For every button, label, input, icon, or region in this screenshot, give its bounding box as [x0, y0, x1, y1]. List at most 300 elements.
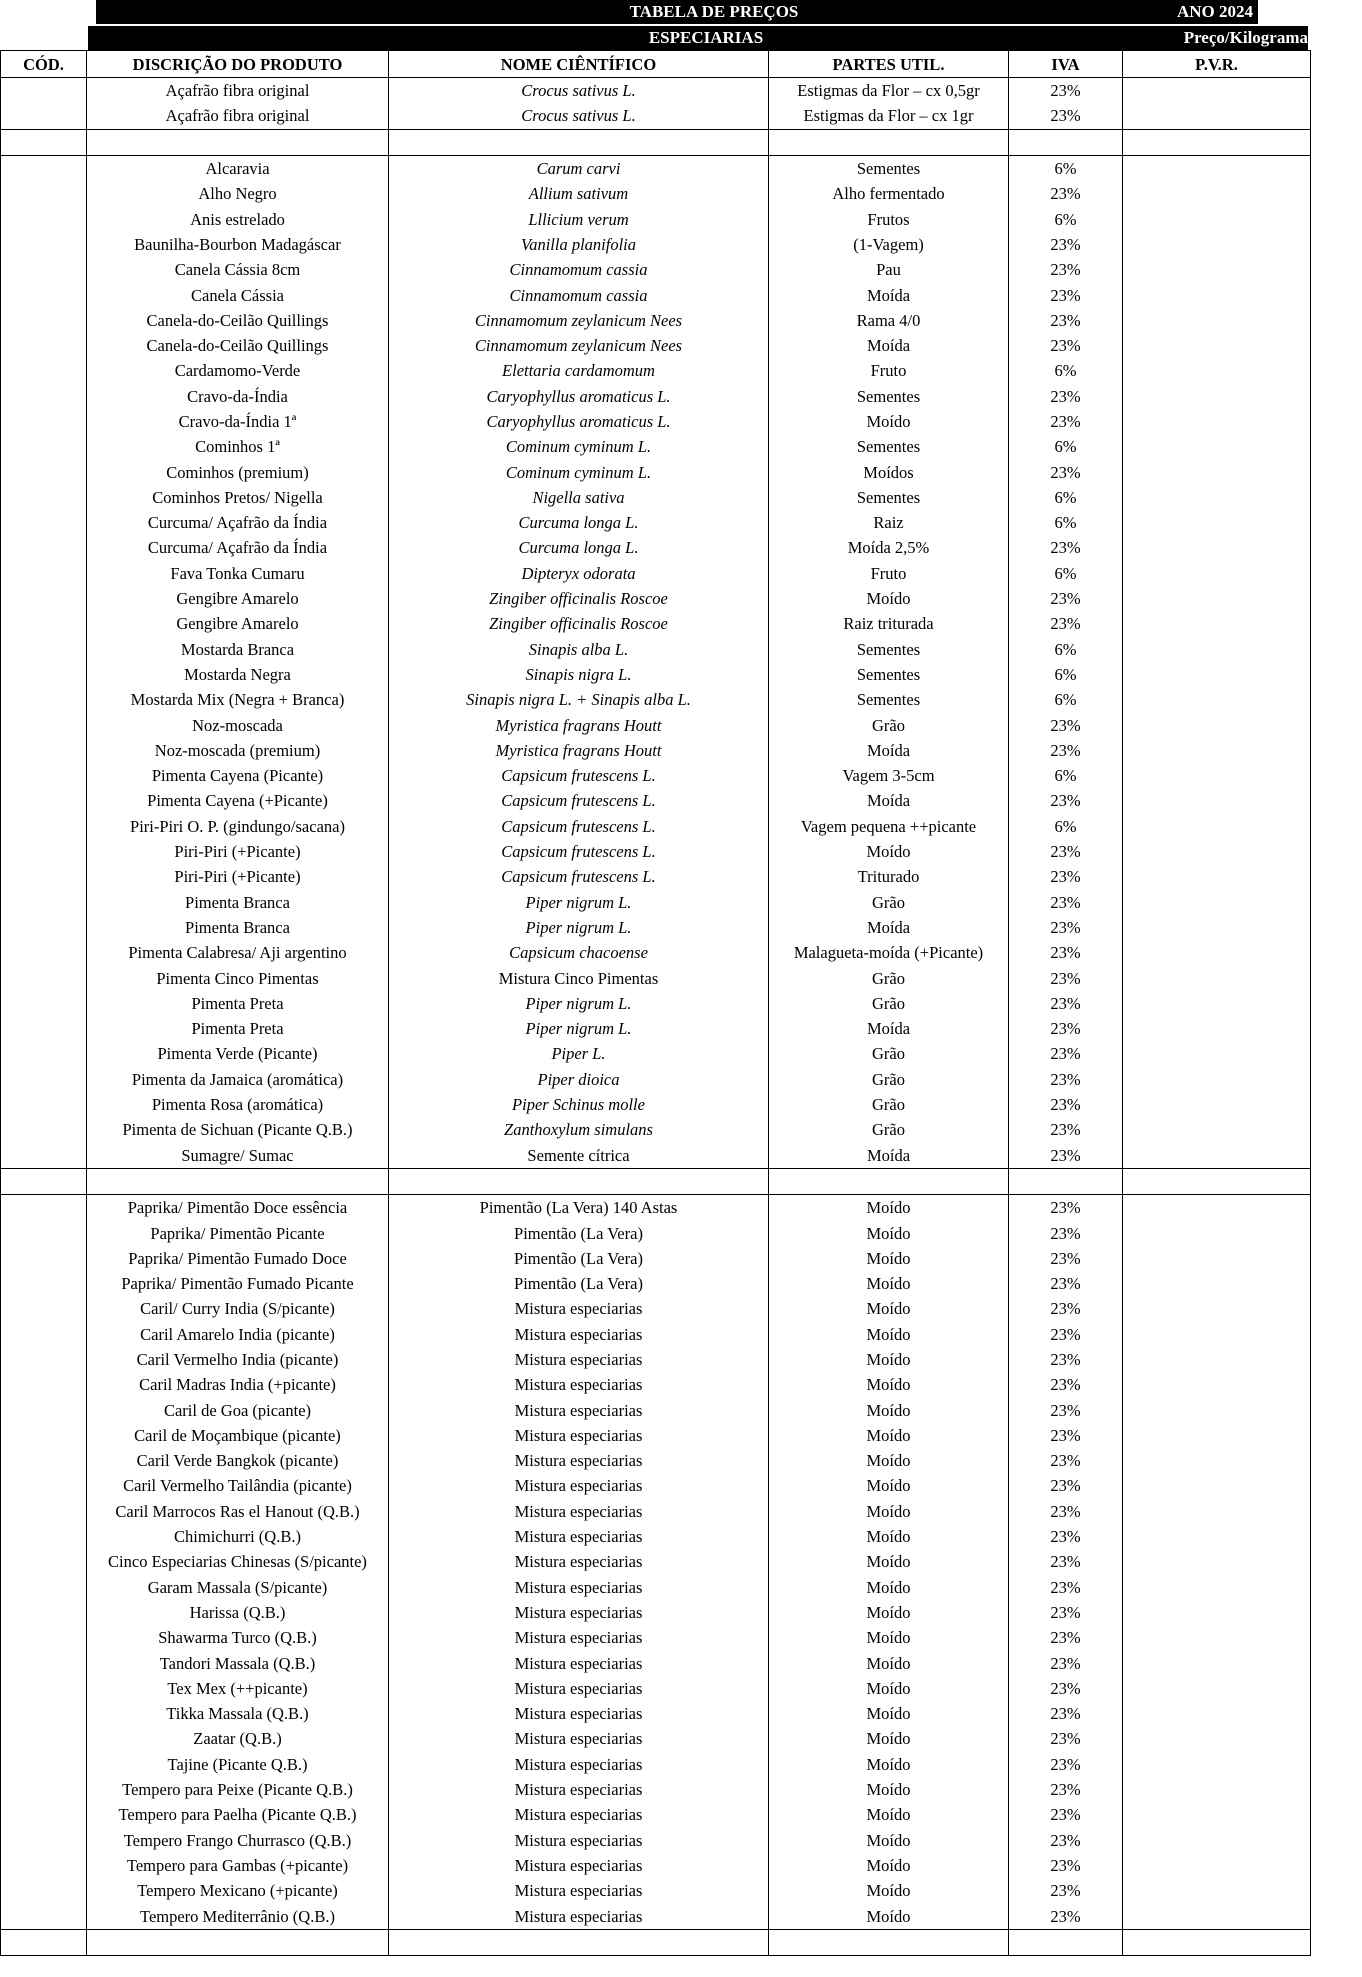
table-row	[1, 1220, 1311, 1245]
cell-iva: 23%	[1009, 1296, 1123, 1321]
cell-pvr	[1123, 1676, 1311, 1701]
col-header-iva: IVA	[1009, 51, 1123, 78]
cell-code	[1, 1878, 87, 1903]
table-row	[1, 1016, 1311, 1041]
col-header-parts: PARTES UTIL.	[769, 51, 1009, 78]
cell-code	[1, 738, 87, 763]
cell-code	[1, 1168, 87, 1194]
cell-parts: Moído	[769, 1347, 1009, 1372]
table-row	[1, 434, 1311, 459]
table-row	[1, 1296, 1311, 1321]
cell-parts: Moído	[769, 1827, 1009, 1852]
cell-scientific: Myristica fragrans Houtt	[389, 712, 769, 737]
cell-pvr	[1123, 103, 1311, 129]
cell-scientific: Caryophyllus aromaticus L.	[389, 384, 769, 409]
table-row	[1, 915, 1311, 940]
spacer-row	[1, 1929, 1311, 1955]
cell-code	[1, 1117, 87, 1142]
table-row	[1, 1853, 1311, 1878]
cell-pvr	[1123, 839, 1311, 864]
table-row	[1, 1423, 1311, 1448]
cell-scientific: Nigella sativa	[389, 485, 769, 510]
cell-product: Canela Cássia 8cm	[87, 257, 389, 282]
table-row	[1, 282, 1311, 307]
table-row	[1, 1397, 1311, 1422]
cell-code	[1, 1092, 87, 1117]
cell-parts: Moído	[769, 409, 1009, 434]
cell-pvr	[1123, 1473, 1311, 1498]
cell-iva: 23%	[1009, 308, 1123, 333]
cell-scientific: Piper nigrum L.	[389, 1016, 769, 1041]
cell-code	[1, 1016, 87, 1041]
table-row	[1, 1878, 1311, 1903]
cell-product: Paprika/ Pimentão Doce essência	[87, 1195, 389, 1221]
cell-scientific: Mistura especiarias	[389, 1802, 769, 1827]
cell-scientific: Mistura especiarias	[389, 1347, 769, 1372]
cell-product: Cominhos Pretos/ Nigella	[87, 485, 389, 510]
cell-parts: Moído	[769, 1423, 1009, 1448]
cell-product: Paprika/ Pimentão Fumado Doce	[87, 1246, 389, 1271]
cell-scientific: Mistura especiarias	[389, 1853, 769, 1878]
table-row	[1, 358, 1311, 383]
cell-scientific: Capsicum frutescens L.	[389, 814, 769, 839]
cell-iva: 23%	[1009, 459, 1123, 484]
cell-product: Piri-Piri (+Picante)	[87, 839, 389, 864]
cell-parts: Grão	[769, 1092, 1009, 1117]
cell-pvr	[1123, 434, 1311, 459]
table-row	[1, 1271, 1311, 1296]
cell-parts: Grão	[769, 1117, 1009, 1142]
cell-code	[1, 181, 87, 206]
table-row	[1, 788, 1311, 813]
cell-parts: Moída	[769, 738, 1009, 763]
cell-product: Curcuma/ Açafrão da Índia	[87, 510, 389, 535]
cell-pvr	[1123, 1296, 1311, 1321]
table-row	[1, 1752, 1311, 1777]
cell-product: Pimenta Verde (Picante)	[87, 1041, 389, 1066]
table-row	[1, 206, 1311, 231]
cell-iva: 6%	[1009, 662, 1123, 687]
cell-iva: 23%	[1009, 333, 1123, 358]
cell-pvr	[1123, 1600, 1311, 1625]
cell-product: Chimichurri (Q.B.)	[87, 1524, 389, 1549]
cell-scientific: Caryophyllus aromaticus L.	[389, 409, 769, 434]
cell-parts: Sementes	[769, 384, 1009, 409]
cell-scientific: Piper dioica	[389, 1067, 769, 1092]
cell-parts: Sementes	[769, 637, 1009, 662]
table-row	[1, 384, 1311, 409]
cell-scientific: Pimentão (La Vera) 140 Astas	[389, 1195, 769, 1221]
cell-iva	[1009, 129, 1123, 155]
cell-code	[1, 358, 87, 383]
cell-code	[1, 1575, 87, 1600]
table-row	[1, 485, 1311, 510]
cell-code	[1, 1372, 87, 1397]
cell-pvr	[1123, 940, 1311, 965]
cell-scientific	[389, 1929, 769, 1955]
cell-code	[1, 78, 87, 104]
cell-product: Tajine (Picante Q.B.)	[87, 1752, 389, 1777]
table-row	[1, 510, 1311, 535]
table-row	[1, 1347, 1311, 1372]
cell-pvr	[1123, 637, 1311, 662]
cell-pvr	[1123, 1853, 1311, 1878]
cell-code	[1, 257, 87, 282]
cell-scientific: Capsicum frutescens L.	[389, 864, 769, 889]
cell-pvr	[1123, 308, 1311, 333]
cell-iva	[1009, 1168, 1123, 1194]
cell-scientific: Mistura especiarias	[389, 1473, 769, 1498]
cell-pvr	[1123, 510, 1311, 535]
cell-pvr	[1123, 384, 1311, 409]
cell-product: Caril de Moçambique (picante)	[87, 1423, 389, 1448]
cell-product: Caril Marrocos Ras el Hanout (Q.B.)	[87, 1499, 389, 1524]
cell-iva: 23%	[1009, 915, 1123, 940]
cell-scientific: Cinnamomum cassia	[389, 282, 769, 307]
table-row	[1, 155, 1311, 181]
cell-scientific: Curcuma longa L.	[389, 535, 769, 560]
cell-code	[1, 1142, 87, 1168]
table-row	[1, 257, 1311, 282]
cell-pvr	[1123, 1726, 1311, 1751]
cell-scientific: Piper L.	[389, 1041, 769, 1066]
table-row	[1, 586, 1311, 611]
cell-parts: Moído	[769, 1322, 1009, 1347]
cell-pvr	[1123, 1271, 1311, 1296]
cell-product: Sumagre/ Sumac	[87, 1142, 389, 1168]
cell-iva: 23%	[1009, 1195, 1123, 1221]
table-row	[1, 1650, 1311, 1675]
cell-parts: Moído	[769, 1397, 1009, 1422]
cell-code	[1, 485, 87, 510]
cell-pvr	[1123, 1067, 1311, 1092]
cell-parts: Sementes	[769, 687, 1009, 712]
table-row	[1, 1524, 1311, 1549]
cell-code	[1, 991, 87, 1016]
cell-iva: 23%	[1009, 1600, 1123, 1625]
table-row	[1, 1499, 1311, 1524]
cell-pvr	[1123, 1041, 1311, 1066]
cell-pvr	[1123, 1752, 1311, 1777]
cell-iva: 23%	[1009, 1397, 1123, 1422]
cell-code	[1, 434, 87, 459]
cell-code	[1, 1322, 87, 1347]
cell-pvr	[1123, 78, 1311, 104]
cell-scientific: Mistura especiarias	[389, 1322, 769, 1347]
cell-pvr	[1123, 561, 1311, 586]
cell-scientific: Capsicum chacoense	[389, 940, 769, 965]
table-row	[1, 409, 1311, 434]
cell-product: Cravo-da-Índia	[87, 384, 389, 409]
cell-pvr	[1123, 915, 1311, 940]
cell-code	[1, 637, 87, 662]
table-row	[1, 308, 1311, 333]
cell-scientific: Mistura especiarias	[389, 1903, 769, 1929]
cell-code	[1, 1246, 87, 1271]
cell-iva: 6%	[1009, 814, 1123, 839]
cell-code	[1, 1827, 87, 1852]
cell-scientific: Cinnamomum zeylanicum Nees	[389, 333, 769, 358]
cell-parts: Moído	[769, 1372, 1009, 1397]
cell-iva: 23%	[1009, 1777, 1123, 1802]
cell-parts: Alho fermentado	[769, 181, 1009, 206]
table-row	[1, 1777, 1311, 1802]
cell-product: Zaatar (Q.B.)	[87, 1726, 389, 1751]
table-row	[1, 561, 1311, 586]
cell-code	[1, 333, 87, 358]
cell-scientific: Mistura Cinco Pimentas	[389, 965, 769, 990]
cell-parts: Grão	[769, 965, 1009, 990]
cell-scientific: Mistura especiarias	[389, 1878, 769, 1903]
cell-scientific: Mistura especiarias	[389, 1524, 769, 1549]
cell-scientific: Sinapis alba L.	[389, 637, 769, 662]
cell-code	[1, 1650, 87, 1675]
cell-scientific: Mistura especiarias	[389, 1549, 769, 1574]
cell-iva: 23%	[1009, 1271, 1123, 1296]
cell-pvr	[1123, 232, 1311, 257]
cell-iva: 6%	[1009, 637, 1123, 662]
table-row	[1, 814, 1311, 839]
table-row	[1, 965, 1311, 990]
cell-iva: 23%	[1009, 103, 1123, 129]
cell-iva: 23%	[1009, 1372, 1123, 1397]
cell-code	[1, 1752, 87, 1777]
cell-code	[1, 1903, 87, 1929]
cell-product: Tempero para Gambas (+picante)	[87, 1853, 389, 1878]
cell-pvr	[1123, 129, 1311, 155]
cell-code	[1, 1448, 87, 1473]
cell-code	[1, 206, 87, 231]
table-body	[1, 78, 1311, 1956]
cell-iva: 6%	[1009, 485, 1123, 510]
cell-pvr	[1123, 1195, 1311, 1221]
cell-parts: Moída	[769, 915, 1009, 940]
cell-scientific: Mistura especiarias	[389, 1499, 769, 1524]
cell-product: Noz-moscada (premium)	[87, 738, 389, 763]
cell-parts	[769, 129, 1009, 155]
cell-pvr	[1123, 1802, 1311, 1827]
cell-code	[1, 1524, 87, 1549]
cell-iva: 23%	[1009, 78, 1123, 104]
cell-code	[1, 1777, 87, 1802]
cell-code	[1, 282, 87, 307]
cell-iva: 23%	[1009, 611, 1123, 636]
cell-product: Curcuma/ Açafrão da Índia	[87, 535, 389, 560]
cell-pvr	[1123, 1524, 1311, 1549]
cell-iva: 23%	[1009, 1499, 1123, 1524]
cell-parts: Raiz	[769, 510, 1009, 535]
cell-pvr	[1123, 257, 1311, 282]
cell-iva: 6%	[1009, 434, 1123, 459]
cell-iva: 23%	[1009, 1092, 1123, 1117]
cell-parts: Triturado	[769, 864, 1009, 889]
cell-pvr	[1123, 763, 1311, 788]
cell-iva: 23%	[1009, 282, 1123, 307]
cell-iva: 6%	[1009, 687, 1123, 712]
cell-parts: Vagem pequena ++picante	[769, 814, 1009, 839]
cell-product: Gengibre Amarelo	[87, 611, 389, 636]
cell-parts: Moído	[769, 1499, 1009, 1524]
cell-scientific: Myristica fragrans Houtt	[389, 738, 769, 763]
cell-scientific: Mistura especiarias	[389, 1650, 769, 1675]
cell-pvr	[1123, 1142, 1311, 1168]
cell-pvr	[1123, 662, 1311, 687]
page-title: TABELA DE PREÇOS	[629, 2, 799, 21]
cell-parts: Sementes	[769, 155, 1009, 181]
cell-parts: Frutos	[769, 206, 1009, 231]
table-row	[1, 890, 1311, 915]
cell-iva: 23%	[1009, 1423, 1123, 1448]
cell-scientific: Zanthoxylum simulans	[389, 1117, 769, 1142]
cell-parts: Moído	[769, 1650, 1009, 1675]
cell-pvr	[1123, 1499, 1311, 1524]
cell-product: Alcaravia	[87, 155, 389, 181]
cell-pvr	[1123, 358, 1311, 383]
cell-parts: Fruto	[769, 561, 1009, 586]
cell-scientific: Mistura especiarias	[389, 1752, 769, 1777]
cell-scientific: Mistura especiarias	[389, 1600, 769, 1625]
cell-product: Baunilha-Bourbon Madagáscar	[87, 232, 389, 257]
cell-pvr	[1123, 1650, 1311, 1675]
cell-pvr	[1123, 1397, 1311, 1422]
cell-scientific: Dipteryx odorata	[389, 561, 769, 586]
table-row	[1, 940, 1311, 965]
col-header-product: DISCRIÇÃO DO PRODUTO	[87, 51, 389, 78]
cell-code	[1, 1549, 87, 1574]
cell-pvr	[1123, 864, 1311, 889]
cell-code	[1, 384, 87, 409]
cell-product: Tandori Massala (Q.B.)	[87, 1650, 389, 1675]
cell-parts: Moído	[769, 1701, 1009, 1726]
table-row	[1, 1246, 1311, 1271]
cell-product	[87, 1168, 389, 1194]
cell-product: Tempero Mexicano (+picante)	[87, 1878, 389, 1903]
cell-iva: 6%	[1009, 510, 1123, 535]
cell-product: Caril Verde Bangkok (picante)	[87, 1448, 389, 1473]
cell-code	[1, 1701, 87, 1726]
cell-iva: 23%	[1009, 257, 1123, 282]
cell-scientific: Carum carvi	[389, 155, 769, 181]
cell-parts: Moído	[769, 839, 1009, 864]
cell-iva: 23%	[1009, 1246, 1123, 1271]
cell-product: Tempero Frango Churrasco (Q.B.)	[87, 1827, 389, 1852]
cell-product: Pimenta Cinco Pimentas	[87, 965, 389, 990]
table-row	[1, 1575, 1311, 1600]
cell-parts: Moída	[769, 1142, 1009, 1168]
table-row	[1, 712, 1311, 737]
cell-code	[1, 1195, 87, 1221]
cell-iva: 23%	[1009, 1827, 1123, 1852]
cell-product: Fava Tonka Cumaru	[87, 561, 389, 586]
cell-pvr	[1123, 535, 1311, 560]
cell-code	[1, 1271, 87, 1296]
cell-scientific: Mistura especiarias	[389, 1423, 769, 1448]
table-row	[1, 333, 1311, 358]
col-header-code: CÓD.	[1, 51, 87, 78]
cell-iva: 23%	[1009, 940, 1123, 965]
table-row	[1, 78, 1311, 104]
cell-product: Anis estrelado	[87, 206, 389, 231]
cell-iva: 23%	[1009, 1220, 1123, 1245]
cell-product: Alho Negro	[87, 181, 389, 206]
cell-iva: 23%	[1009, 738, 1123, 763]
table-row	[1, 991, 1311, 1016]
cell-iva: 23%	[1009, 839, 1123, 864]
cell-pvr	[1123, 1092, 1311, 1117]
table-row	[1, 864, 1311, 889]
cell-code	[1, 1853, 87, 1878]
cell-parts: Moído	[769, 1549, 1009, 1574]
cell-product: Cinco Especiarias Chinesas (S/picante)	[87, 1549, 389, 1574]
cell-pvr	[1123, 206, 1311, 231]
cell-product: Caril Vermelho Tailândia (picante)	[87, 1473, 389, 1498]
cell-iva: 23%	[1009, 890, 1123, 915]
cell-iva	[1009, 1929, 1123, 1955]
cell-iva: 23%	[1009, 1347, 1123, 1372]
cell-pvr	[1123, 1929, 1311, 1955]
cell-code	[1, 1625, 87, 1650]
cell-scientific: Sinapis nigra L.	[389, 662, 769, 687]
title-bar	[96, 0, 1258, 24]
cell-iva: 23%	[1009, 1448, 1123, 1473]
cell-iva: 23%	[1009, 1802, 1123, 1827]
table-row	[1, 637, 1311, 662]
cell-scientific: Zingiber officinalis Roscoe	[389, 611, 769, 636]
cell-iva: 23%	[1009, 1473, 1123, 1498]
cell-parts: Estigmas da Flor – cx 0,5gr	[769, 78, 1009, 104]
cell-parts: Grão	[769, 1067, 1009, 1092]
table-row	[1, 103, 1311, 129]
cell-code	[1, 409, 87, 434]
table-row	[1, 1448, 1311, 1473]
cell-parts: Moído	[769, 1524, 1009, 1549]
cell-pvr	[1123, 282, 1311, 307]
cell-pvr	[1123, 890, 1311, 915]
cell-iva: 23%	[1009, 1701, 1123, 1726]
cell-pvr	[1123, 788, 1311, 813]
cell-pvr	[1123, 333, 1311, 358]
cell-product: Pimenta Branca	[87, 915, 389, 940]
cell-pvr	[1123, 1423, 1311, 1448]
cell-product: Pimenta Preta	[87, 991, 389, 1016]
cell-pvr	[1123, 1878, 1311, 1903]
cell-pvr	[1123, 1322, 1311, 1347]
cell-code	[1, 915, 87, 940]
cell-product: Mostarda Negra	[87, 662, 389, 687]
cell-iva: 23%	[1009, 1650, 1123, 1675]
cell-pvr	[1123, 1448, 1311, 1473]
cell-iva: 23%	[1009, 586, 1123, 611]
spacer-row	[1, 129, 1311, 155]
cell-parts: Sementes	[769, 662, 1009, 687]
cell-product: Mostarda Mix (Negra + Branca)	[87, 687, 389, 712]
cell-parts: Moído	[769, 1473, 1009, 1498]
cell-parts: Moído	[769, 1448, 1009, 1473]
cell-scientific: Curcuma longa L.	[389, 510, 769, 535]
cell-product: Harissa (Q.B.)	[87, 1600, 389, 1625]
cell-pvr	[1123, 611, 1311, 636]
cell-code	[1, 1347, 87, 1372]
cell-code	[1, 712, 87, 737]
cell-code	[1, 1802, 87, 1827]
table-row	[1, 1041, 1311, 1066]
cell-product: Canela Cássia	[87, 282, 389, 307]
cell-parts: (1-Vagem)	[769, 232, 1009, 257]
cell-code	[1, 1600, 87, 1625]
year-label: ANO 2024	[1177, 2, 1254, 21]
table-row	[1, 1067, 1311, 1092]
cell-scientific: Cinnamomum cassia	[389, 257, 769, 282]
